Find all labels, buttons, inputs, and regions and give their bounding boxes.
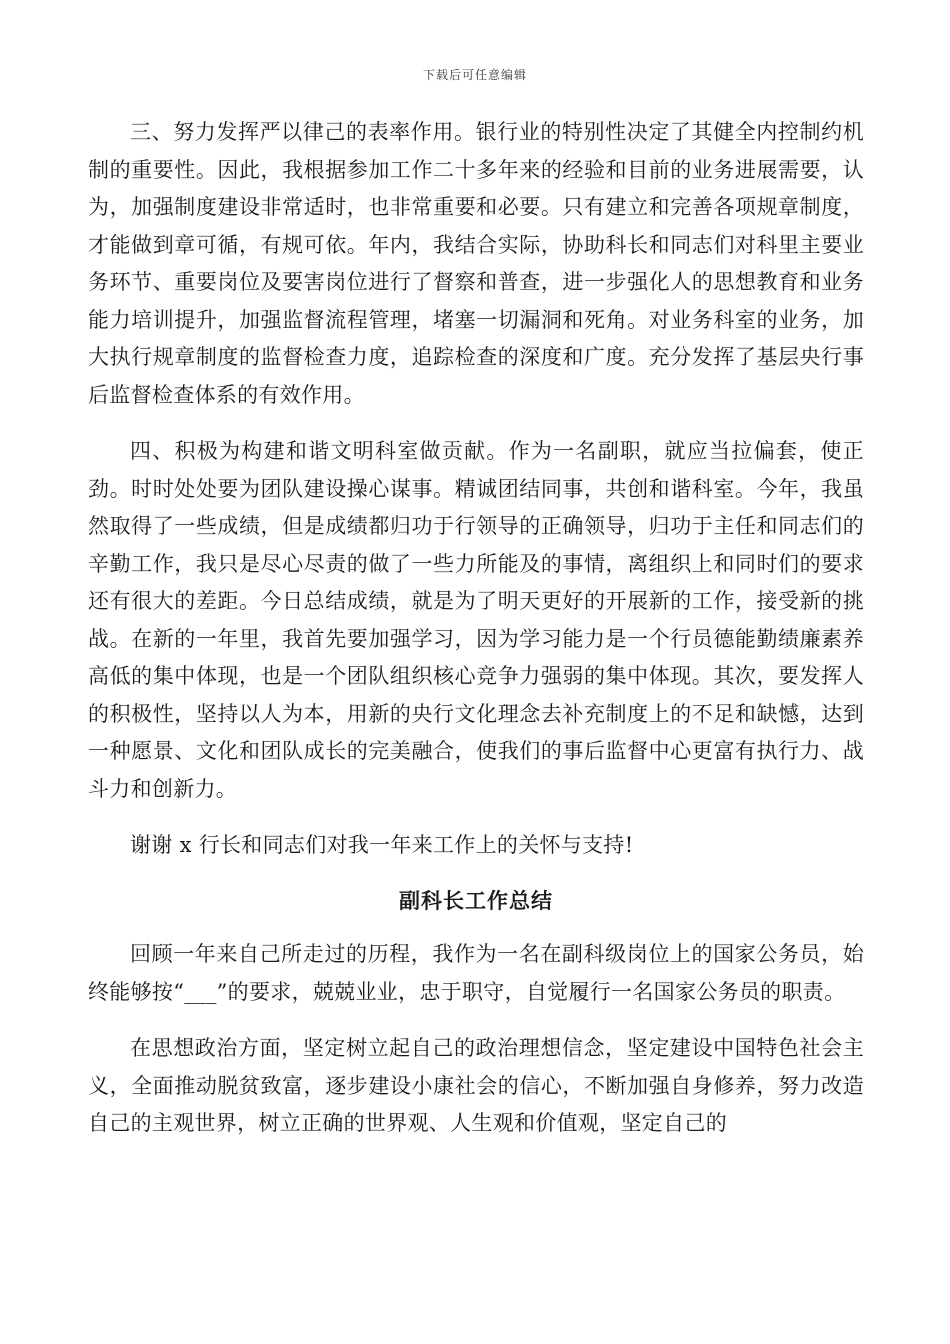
- paragraph-section-three: 三、努力发挥严以律己的表率作用。银行业的特别性决定了其健全内控制约机制的重要性。因此，我根据参加工作二十多年来的经验和目前的业务进展需要，认为，加强制度建设非常适时，也非常重要和必要。只有建立和完善各项规章制度，才能做到章可循，有规可依。年内，我结合实际，协助科长和同志们对科里主要业务环节、重要岗位及要害岗位进行了督察和普查，进一步强化人的思想教育和业务能力培训提升，加强监督流程管理，堵塞一切漏洞和死角。对业务科室的业务，加大执行规章制度的监督检查力度，追踪检查的深度和广度。充分发挥了基层央行事后监督检查体系的有效作用。: [88, 120, 864, 407]
- paragraph-political-thought: 在思想政治方面，坚定树立起自己的政治理想信念，坚定建设中国特色社会主义，全面推动脱贫致富，逐步建设小康社会的信心，不断加强自身修养，努力改造自己的主观世界，树立正确的世界观、人生观和价值观，坚定自己的: [88, 1036, 864, 1135]
- paragraph-section-four: 四、积极为构建和谐文明科室做贡献。作为一名副职，就应当拉偏套，使正劲。时时处处要为团队建设操心谋事。精诚团结同事，共创和谐科室。今年，我虽然取得了一些成绩，但是成绩都归功于行领导的正确领导，归功于主任和同志们的辛勤工作，我只是尽心尽责的做了一些力所能及的事情，离组织上和同时们的要求还有很大的差距。今日总结成绩，就是为了明天更好的开展新的工作，接受新的挑战。在新的一年里，我首先要加强学习，因为学习能力是一个行员德能勤绩廉素养高低的集中体现，也是一个团队组织核心竞争力强弱的集中体现。其次，要发挥人的积极性，坚持以人为本，用新的央行文化理念去补充制度上的不足和缺憾，达到一种愿景、文化和团队成长的完美融合，使我们的事后监督中心更富有执行力、战斗力和创新力。: [88, 439, 864, 801]
- header-note: 下载后可任意编辑: [422, 68, 527, 82]
- paragraph-thanks: 谢谢 x 行长和同志们对我一年来工作上的关怀与支持!: [130, 833, 634, 857]
- section-title: 副科长工作总结: [399, 887, 553, 913]
- document-body: [88, 114, 864, 1143]
- paragraph-review: 回顾一年来自己所走过的历程，我作为一名在副科级岗位上的国家公务员，始终能够按“___”的要求，兢兢业业，忠于职守，自觉履行一名国家公务员的职责。: [88, 942, 864, 1004]
